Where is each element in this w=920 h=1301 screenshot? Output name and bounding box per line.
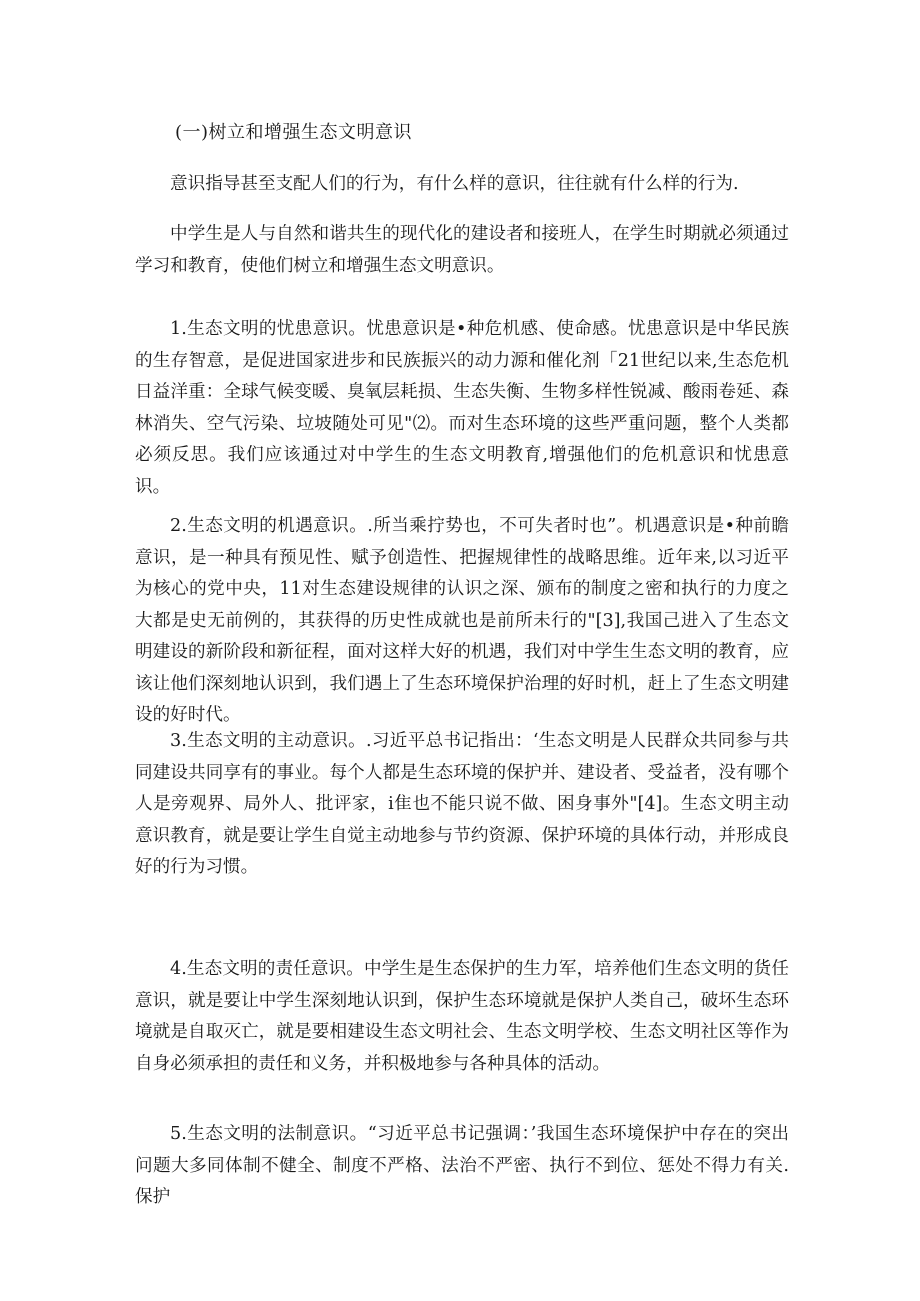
paragraph-awareness-3: 3.生态文明的主动意识。.习近平总书记指出：‘生态文明是人民群众共同参与共同建设共同享有的事业。每个人都是生态环境的保护并、建设者、受益者，没有哪个人是旁观界、局外人、批评家，i隹也不能只说不做、困身事外"[4]。生态文明主动意识教育，就是要让学生自觉主动地参与节约资源、保护环境的具体行动，并形成良好的行为习惯。 (135, 731, 789, 877)
paragraph-awareness-5: 5.生态文明的法制意识。“习近平总书记强调：’我国生态环境保护中存在的突出问题大多同体制不健全、制度不严格、法治不严密、执行不到位、惩处不得力有关.保护 (135, 1124, 789, 1207)
section-heading: (一)树立和增强生态文明意识 (175, 122, 413, 143)
paragraph-awareness-4: 4.生态文明的责任意识。中学生是生态保护的生力军，培养他们生态文明的货任意识，就是要让中学生深刻地认识到，保护生态环境就是保护人类自己，破坏生态环境就是自取灭亡，就是要相建设生态文明社会、生态文明学校、生态文明社区等作为自身必须承担的责任和义务，并积极地参与各种具体的活动。 (135, 959, 789, 1074)
paragraph-intro: 意识指导甚至支配人们的行为，有什么样的意识，往往就有什么样的行为. (170, 174, 739, 194)
paragraph-awareness-1: 1.生态文明的忧患意识。忧患意识是•种危机感、使命感。忧患意识是中华民族的生存智意，是促进国家进步和民族振兴的动力源和催化剂「21世纪以来,生态危机日益洋重：全球气候变暖、臭氧层耗损、生态失衡、生物多样性锐减、酸雨卷延、森林消失、空气污染、垃坡随处可见"⑵。而对生态环境的这些严重问题，整个人类都必须反思。我们应该通过对中学生的生态文明教育,增强他们的危机意识和忧患意识。 (135, 319, 789, 497)
paragraph-students: 中学生是人与自然和谐共生的现代化的建设者和接班人，在学生时期就必须通过学习和教育，使他们树立和增强生态文明意识。 (135, 224, 789, 276)
paragraph-awareness-2: 2.生态文明的机遇意识。.所当乘拧势也，不可失者时也”。机遇意识是•种前瞻意识，是一种具有预见性、赋予创造性、把握规律性的战略思维。近年来,以习近平为核心的党中央，11对生态建设规律的认识之深、颁布的制度之密和执行的力度之大都是史无前例的，其获得的历史性成就也是前所未行的"[3],我国己进入了生态文明建设的新阶段和新征程，面对这样大好的机遇，我们对中学生生态文明的教育，应该让他们深刻地认识到，我们遇上了生态环境保护治理的好时机，赶上了生态文明建设的好时代。 (135, 516, 789, 725)
